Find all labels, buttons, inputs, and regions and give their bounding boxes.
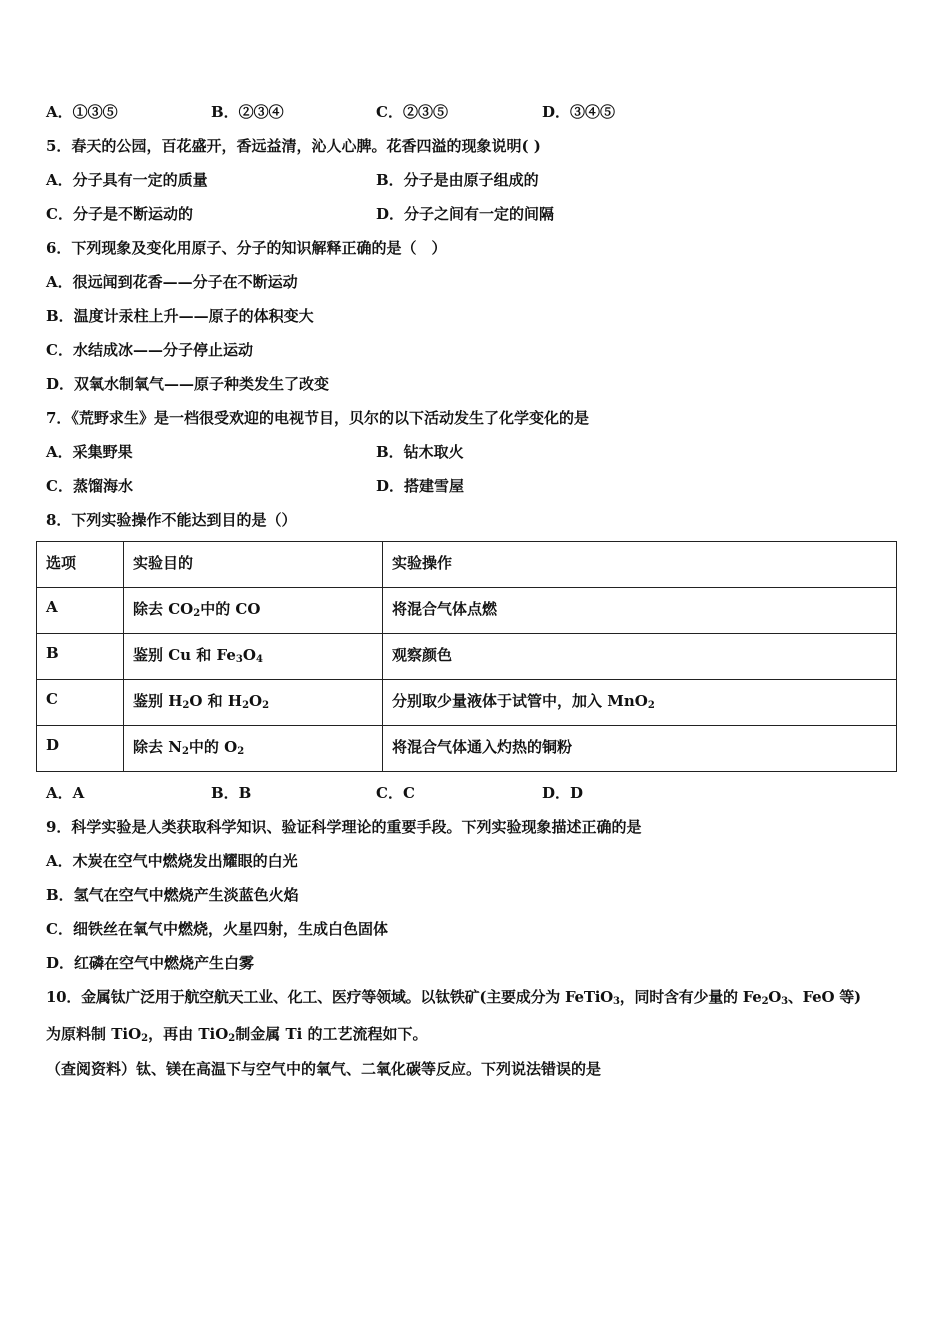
q7-option-d: D．搭建雪屋 (376, 477, 465, 495)
row-operation: 分别取少量液体于试管中，加入 MnO$_2$ (383, 680, 897, 726)
q8-option-b: B．B (211, 784, 252, 802)
row-operation: 将混合气体通入灼热的铜粉 (383, 726, 897, 772)
q6-option-c: C．水结成冰——分子停止运动 (46, 341, 253, 359)
q6-option-a: A．很远闻到花香——分子在不断运动 (46, 273, 298, 291)
q8-stem: 8．下列实验操作不能达到目的是（） (46, 511, 297, 529)
row-purpose: 鉴别 $H_2O$ 和 $H_2O_2$ (124, 680, 383, 726)
q7-stem: 7．《荒野求生》是一档很受欢迎的电视节目，贝尔的以下活动发生了化学变化的是 (46, 409, 589, 427)
q4-option-b: B．②③④ (211, 103, 284, 121)
q5-option-c: C．分子是不断运动的 (46, 205, 193, 223)
q9-option-c: C．细铁丝在氧气中燃烧，火星四射，生成白色固体 (46, 920, 388, 938)
q8-option-d: D．D (542, 784, 584, 802)
header-option: 选项 (37, 542, 124, 588)
row-purpose: 除去 $CO_2$中的 CO (124, 588, 383, 634)
q8-option-c: C．C (376, 784, 415, 802)
table-row (37, 588, 897, 634)
row-option: B (37, 634, 124, 680)
row-option: A (37, 588, 124, 634)
q9-stem: 9．科学实验是人类获取科学知识、验证科学理论的重要手段。下列实验现象描述正确的是 (46, 818, 642, 836)
row-purpose: 鉴别 Cu 和 $Fe_3O_4$ (124, 634, 383, 680)
table-row (37, 680, 897, 726)
q7-option-a: A．采集野果 (46, 443, 133, 461)
row-option: D (37, 726, 124, 772)
q6-option-b: B．温度计汞柱上升——原子的体积变大 (46, 307, 314, 325)
row-option: C (37, 680, 124, 726)
q5-option-a: A．分子具有一定的质量 (46, 171, 208, 189)
q5-option-d: D．分子之间有一定的间隔 (376, 205, 555, 223)
q10-stem-line2: 为原料制 TiO$_2$，再由 TiO$_2$制金属 Ti 的工艺流程如下。 (46, 1025, 428, 1044)
q7-option-c: C．蒸馏海水 (46, 477, 133, 495)
q8-option-a: A．A (46, 784, 85, 802)
row-purpose: 除去 $N_2$中的 $O_2$ (124, 726, 383, 772)
q9-option-d: D．红磷在空气中燃烧产生白雾 (46, 954, 255, 972)
q6-stem: 6．下列现象及变化用原子、分子的知识解释正确的是（ ） (46, 239, 447, 257)
q4-option-d: D．③④⑤ (542, 103, 616, 121)
q5-option-b: B．分子是由原子组成的 (376, 171, 539, 189)
q10-reference-note: （查阅资料）钛、镁在高温下与空气中的氧气、二氧化碳等反应。下列说法错误的是 (46, 1060, 602, 1078)
q4-option-c: C．②③⑤ (376, 103, 448, 121)
q7-option-b: B．钻木取火 (376, 443, 464, 461)
q4-option-a: A．①③⑤ (46, 103, 118, 121)
q5-stem: 5．春天的公园，百花盛开，香远益清，沁人心脾。花香四溢的现象说明( ) (46, 137, 541, 155)
table-row (37, 726, 897, 772)
q10-stem-line1: 10．金属钛广泛用于航空航天工业、化工、医疗等领域。以钛铁矿(主要成分为 FeTiO$_3$，同时含有少量的 $Fe_2O_3$、FeO 等) (46, 988, 861, 1007)
table-row (37, 634, 897, 680)
q9-option-a: A．木炭在空气中燃烧发出耀眼的白光 (46, 852, 298, 870)
header-purpose: 实验目的 (124, 542, 383, 588)
q9-option-b: B．氢气在空气中燃烧产生淡蓝色火焰 (46, 886, 299, 904)
q6-option-d: D．双氧水制氧气——原子种类发生了改变 (46, 375, 330, 393)
header-operation: 实验操作 (383, 542, 897, 588)
row-operation: 观察颜色 (383, 634, 897, 680)
row-operation: 将混合气体点燃 (383, 588, 897, 634)
table-header-row (37, 542, 897, 588)
q8-experiment-table (36, 541, 897, 772)
